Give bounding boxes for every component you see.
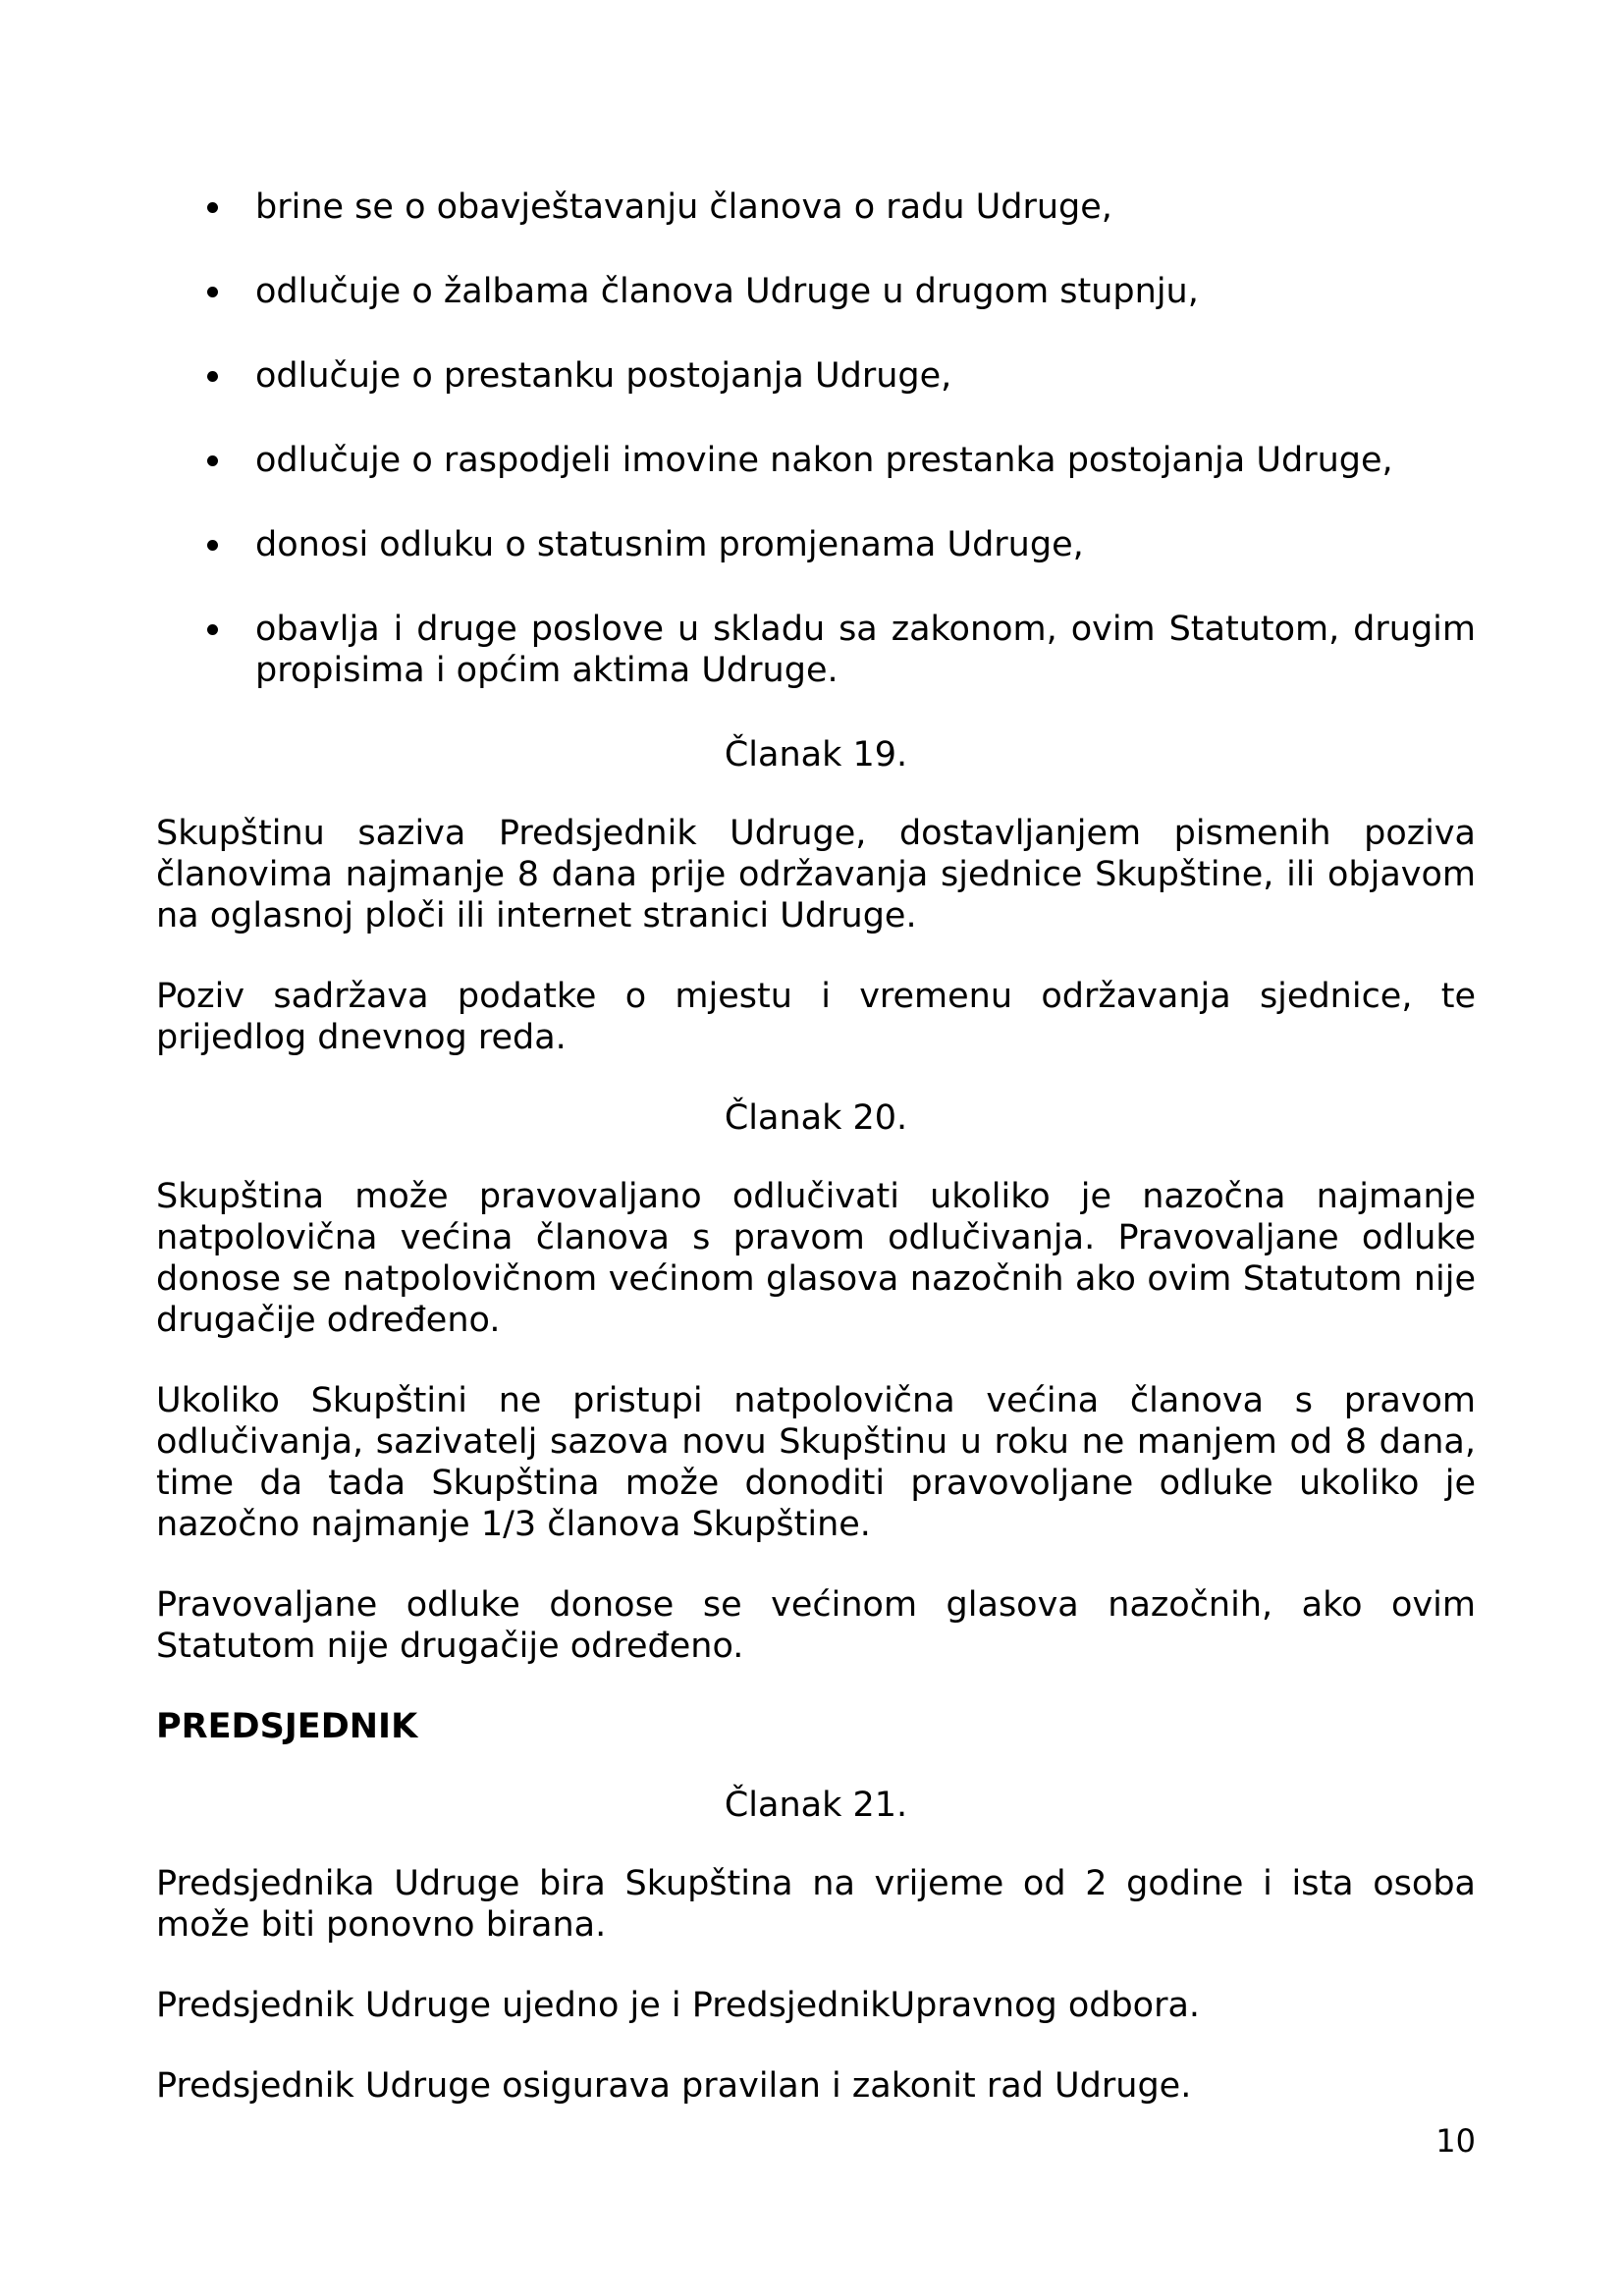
article-20-paragraph: Pravovaljane odluke donose se većinom glasova nazočnih, ako ovim Statutom nije drugačije određeno. (156, 1585, 1476, 1666)
article-21-paragraph: Predsjednik Udruge osigurava pravilan i zakonit rad Udruge. (156, 2066, 1192, 2106)
page-number: 10 (1435, 2122, 1476, 2160)
list-item-text: odlučuje o prestanku postojanja Udruge, (255, 356, 952, 396)
article-21-paragraph: Predsjednika Udruge bira Skupština na vrijeme od 2 godine i ista osoba može biti ponovno birana. (156, 1864, 1476, 1945)
article-20-paragraph: Skupština može pravovaljano odlučivati ukoliko je nazočna najmanje natpolovična većina članova s pravom odlučivanja. Pravovaljane odluke donose se natpolovičnom većinom glasova nazočnih ako ovim Statutom nije drugačije određeno. (156, 1177, 1476, 1340)
article-19-paragraph: Skupštinu saziva Predsjednik Udruge, dostavljanjem pismenih poziva članovima najmanje 8 dana prije održavanja sjednice Skupštine, ili objavom na oglasnoj ploči ili internet stranici Udruge. (156, 814, 1476, 935)
list-item (156, 609, 1476, 691)
duties-bullet-list (156, 187, 1476, 691)
list-item (156, 271, 1476, 312)
bullet-icon (207, 540, 218, 551)
list-item-text: odlučuje o žalbama članova Udruge u drugom stupnju, (255, 272, 1199, 311)
bullet-icon (207, 455, 218, 466)
article-19-paragraph: Poziv sadržava podatke o mjestu i vremenu održavanja sjednice, te prijedlog dnevnog reda. (156, 977, 1476, 1057)
article-20-paragraph: Ukoliko Skupštini ne pristupi natpolovična većina članova s pravom odlučivanja, sazivatelj sazova novu Skupštinu u roku ne manjem od 8 dana, time da tada Skupština može donoditi pravovoljane odluke ukoliko je nazočno najmanje 1/3 članova Skupštine. (156, 1381, 1476, 1544)
article-19-title: Članak 19. (724, 735, 908, 774)
article-21-title: Članak 21. (724, 1786, 908, 1825)
bullet-icon (207, 202, 218, 213)
list-item (156, 355, 1476, 397)
bullet-icon (207, 287, 218, 297)
article-21-paragraph: Predsjednik Udruge ujedno je i PredsjednikUpravnog odbora. (156, 1986, 1201, 2025)
list-item-text: odlučuje o raspodjeli imovine nakon prestanka postojanja Udruge, (255, 441, 1393, 480)
section-heading: PREDSJEDNIK (156, 1707, 418, 1746)
list-item-text: brine se o obavještavanju članova o radu Udruge, (255, 187, 1112, 227)
list-item (156, 524, 1476, 565)
list-item-text: donosi odluku o statusnim promjenama Udruge, (255, 525, 1084, 564)
bullet-icon (207, 624, 218, 635)
page-content (156, 187, 1476, 2146)
bullet-icon (207, 371, 218, 382)
list-item-text: obavlja i druge poslove u skladu sa zakonom, ovim Statutom, drugim propisima i općim aktima Udruge. (255, 610, 1476, 690)
list-item (156, 187, 1476, 228)
list-item (156, 440, 1476, 481)
article-20-title: Članak 20. (724, 1098, 908, 1138)
